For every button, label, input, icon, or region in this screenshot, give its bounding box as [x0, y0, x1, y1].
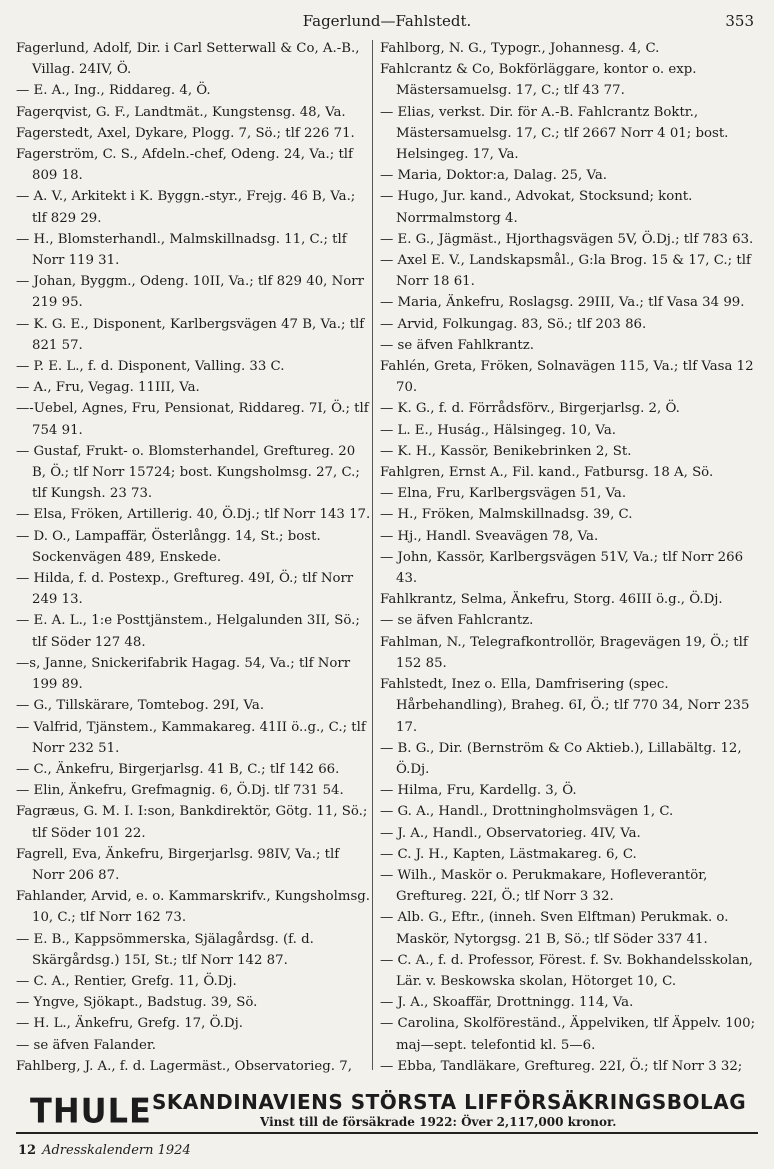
page-title: Fagerlund—Fahlstedt. [302, 12, 472, 30]
directory-entry: — Hj., Handl. Sveavägen 78, Va. [380, 528, 599, 544]
directory-entry: — L. E., Huság., Hälsingeg. 10, Va. [380, 422, 616, 438]
directory-entry: — Valfrid, Tjänstem., Kammakareg. 41II ö..g., C.; tlf Norr 232 51. [16, 719, 366, 756]
directory-entry: —s, Janne, Snickerifabrik Hagag. 54, Va.; tlf Norr 199 89. [16, 655, 351, 693]
directory-entry: Fahlstedt, Inez o. Ella, Damfrisering (spec. Hårbehandling), Braheg. 6I, Ö.; tlf 770 34, Norr 235 17. [380, 677, 750, 735]
directory-entry: — Hilda, f. d. Postexp., Greftureg. 49I, Ö.; tlf Norr 249 13. [16, 571, 354, 608]
page-number: 353 [725, 12, 754, 30]
directory-entry: Fahlman, N., Telegrafkontrollör, Bragevägen 19, Ö.; tlf 152 85. [380, 634, 748, 671]
directory-entry: — Elin, Änkefru, Grefmagnig. 6, Ö.Dj. tlf 731 54. [16, 783, 344, 799]
directory-entry: — K. G., f. d. Förrådsförv., Birgerjarlsg. 2, Ö. [380, 401, 680, 417]
ad-slogan: SKANDINAVIENS STÖRSTA LIFFÖRSÄKRINGSBOLAG [152, 1090, 747, 1114]
footer-text: Adresskalendern 1924 [42, 1143, 191, 1158]
directory-entry: — A., Fru, Vegag. 11III, Va. [16, 380, 200, 396]
directory-entry: — H. L., Änkefru, Grefg. 17, Ö.Dj. [16, 1016, 243, 1032]
directory-entry: Fahlgren, Ernst A., Fil. kand., Fatbursg. 18 A, Sö. [380, 465, 714, 481]
directory-entry: — G. A., Handl., Drottningholmsvägen 1, C. [380, 804, 674, 820]
directory-entry: — John, Kassör, Karlbergsvägen 51V, Va.; tlf Norr 266 43. [380, 549, 744, 587]
directory-entry: Fagerqvist, G. F., Landtmät., Kungstensg. 48, Va. [16, 104, 346, 120]
directory-entry: — Hilma, Fru, Kardellg. 3, Ö. [380, 783, 577, 799]
footer-number: 12 [18, 1143, 37, 1158]
directory-entry: — Elsa, Fröken, Artillerig. 40, Ö.Dj.; tlf Norr 143 17. [16, 507, 371, 523]
directory-entry: Fahlén, Greta, Fröken, Solnavägen 115, Va.; tlf Vasa 12 70. [380, 359, 754, 396]
directory-entry: — C. A., Rentier, Grefg. 11, Ö.Dj. [16, 973, 237, 989]
directory-entry: — Gustaf, Frukt- o. Blomsterhandel, Greftureg. 20 B, Ö.; tlf Norr 15724; bost. Kungsholmsg. 27, C.; tlf Kungsh. 23 73. [16, 443, 360, 502]
directory-entry: — B. G., Dir. (Bernström & Co Aktieb.), Lillabältg. 12, Ö.Dj. [380, 740, 742, 777]
directory-entry: — se äfven Fahlcrantz. [380, 613, 534, 629]
directory-entry: Fahlberg, J. A., f. d. Lagermäst., Observatorieg. 7, [16, 1058, 352, 1074]
directory-entry: — Elna, Fru, Karlbergsvägen 51, Va. [380, 486, 627, 502]
page-header [0, 8, 774, 34]
left-column [16, 38, 371, 1078]
directory-entry: Fahlborg, N. G., Typogr., Johannesg. 4, C. [380, 41, 660, 56]
directory-entry: Fahlkrantz, Selma, Änkefru, Storg. 46III ö.g., Ö.Dj. [380, 592, 723, 608]
directory-entry: — se äfven Falander. [16, 1037, 156, 1053]
directory-entry: Fagerström, C. S., Afdeln.-chef, Odeng. 24, Va.; tlf 809 18. [16, 147, 353, 184]
directory-entry: — Arvid, Folkungag. 83, Sö.; tlf 203 86. [380, 316, 647, 332]
page-footer [18, 1143, 191, 1158]
directory-entry: — E. B., Kappsömmerska, Själagårdsg. (f. d. Skärgårdsg.) 15I, St.; tlf Norr 142 87. [16, 931, 314, 968]
directory-entry: — D. O., Lampaffär, Österlångg. 14, St.; bost. Sockenvägen 489, Enskede. [16, 528, 321, 565]
directory-entry: Fagræus, G. M. I. I:son, Bankdirektör, Götg. 11, Sö.; tlf Söder 101 22. [16, 804, 368, 841]
directory-entry: Fahlcrantz & Co, Bokförläggare, kontor o. exp. Mästersamuelsg. 17, C.; tlf 43 77. [380, 62, 697, 99]
directory-entry: Fagerlund, Adolf, Dir. i Carl Setterwall & Co, A.-B., Villag. 24IV, Ö. [16, 41, 360, 78]
directory-entry: — H., Fröken, Malmskillnadsg. 39, C. [380, 507, 633, 523]
ad-brand: THULE [30, 1091, 152, 1131]
ad-subtext: Vinst till de försäkrade 1922: Över 2,117,000 kronor. [260, 1115, 617, 1129]
directory-entry: — Hugo, Jur. kand., Advokat, Stocksund; kont. Norrmalmstorg 4. [380, 189, 693, 226]
directory-entry: — G., Tillskärare, Tomtebog. 29I, Va. [16, 698, 265, 714]
directory-entry: — Elias, verkst. Dir. för A.-B. Fahlcrantz Boktr., Mästersamuelsg. 17, C.; tlf 2667 Norr 4 01; bost. Helsingeg. 17, Va. [380, 104, 729, 163]
directory-entry: — Axel E. V., Landskapsmål., G:la Brog. 15 & 17, C.; tlf Norr 18 61. [380, 253, 751, 290]
directory-entry: — Carolina, Skolföreständ., Äppelviken, tlf Äppelv. 100; maj—sept. telefontid kl. 5—6. [380, 1016, 756, 1053]
directory-entry: — K. H., Kassör, Benikebrinken 2, St. [380, 443, 632, 459]
directory-entry: —-Uebel, Agnes, Fru, Pensionat, Riddareg. 7I, Ö.; tlf 754 91. [16, 401, 369, 438]
directory-entry: — se äfven Fahlkrantz. [380, 337, 535, 353]
directory-entry: Fagerstedt, Axel, Dykare, Plogg. 7, Sö.; tlf 226 71. [16, 125, 355, 141]
directory-entry: — H., Blomsterhandl., Malmskillnadsg. 11, C.; tlf Norr 119 31. [16, 231, 347, 269]
column-divider [372, 40, 373, 1070]
directory-entry: — Ebba, Tandläkare, Greftureg. 22I, Ö.; tlf Norr 3 32; [380, 1058, 743, 1074]
ad-rule [16, 1132, 758, 1134]
directory-entry: — Johan, Byggm., Odeng. 10II, Va.; tlf 829 40, Norr 219 95. [16, 274, 364, 311]
directory-entry: — Yngve, Sjökapt., Badstug. 39, Sö. [16, 995, 258, 1011]
directory-entry: — C., Änkefru, Birgerjarlsg. 41 B, C.; tlf 142 66. [16, 761, 340, 777]
directory-entry: — Alb. G., Eftr., (inneh. Sven Elftman) Perukmak. o. Maskör, Nytorgsg. 21 B, Sö.; tlf Söder 337 41. [380, 910, 729, 947]
directory-entry: — P. E. L., f. d. Disponent, Valling. 33 C. [16, 359, 285, 375]
directory-entry: Fahlander, Arvid, e. o. Kammarskrifv., Kungsholmsg. 10, C.; tlf Norr 162 73. [16, 889, 371, 926]
directory-entry: — K. G. E., Disponent, Karlbergsvägen 47 B, Va.; tlf 821 57. [16, 316, 365, 353]
advertisement [16, 1082, 758, 1142]
directory-entry: — Maria, Änkefru, Roslagsg. 29III, Va.; tlf Vasa 34 99. [380, 295, 745, 311]
directory-entry: — J. A., Handl., Observatorieg. 4IV, Va. [380, 825, 641, 841]
directory-entry: — E. G., Jägmäst., Hjorthagsvägen 5V, Ö.Dj.; tlf 783 63. [380, 231, 754, 247]
right-column [380, 38, 758, 1078]
directory-entry: — A. V., Arkitekt i K. Byggn.-styr., Frejg. 46 B, Va.; tlf 829 29. [16, 189, 356, 226]
directory-entry: — C. A., f. d. Professor, Förest. f. Sv. Bokhandelsskolan, Lär. v. Beskowska skolan, Hötorget 10, C. [380, 952, 753, 989]
directory-entry: — Wilh., Maskör o. Perukmakare, Hofleverantör, Greftureg. 22I, Ö.; tlf Norr 3 32. [380, 867, 708, 905]
directory-entry: — C. J. H., Kapten, Lästmakareg. 6, C. [380, 846, 637, 862]
directory-entry: Fagrell, Eva, Änkefru, Birgerjarlsg. 98IV, Va.; tlf Norr 206 87. [16, 846, 340, 883]
directory-entry: — E. A., Ing., Riddareg. 4, Ö. [16, 83, 211, 99]
directory-entry: — E. A. L., 1:e Posttjänstem., Helgalunden 3II, Sö.; tlf Söder 127 48. [16, 613, 360, 650]
directory-entry: — Maria, Doktor:a, Dalag. 25, Va. [380, 168, 607, 184]
directory-entry: — J. A., Skoaffär, Drottningg. 114, Va. [380, 995, 634, 1011]
